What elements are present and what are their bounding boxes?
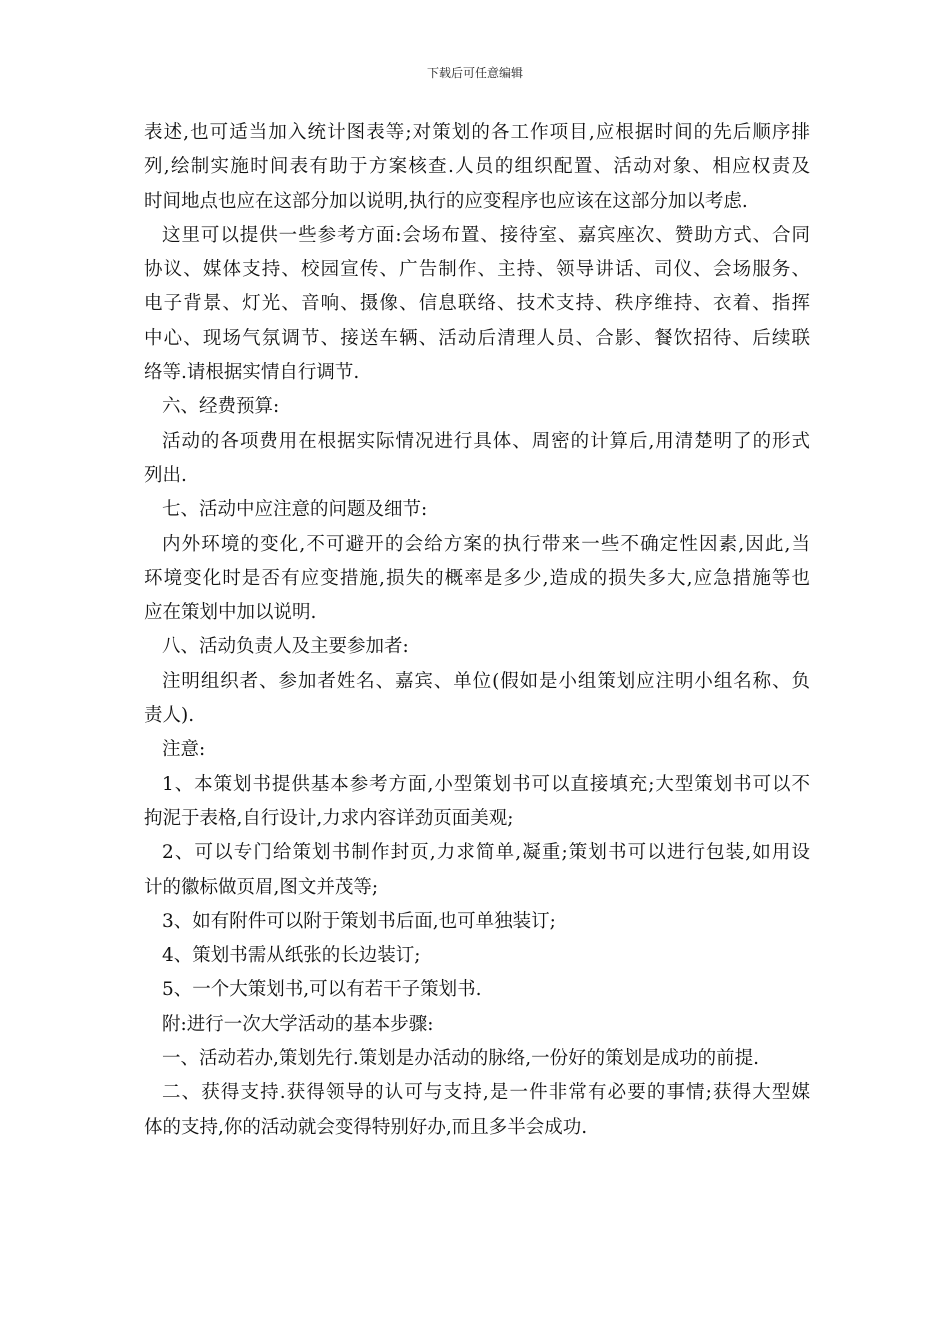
text-line: 二、获得支持.获得领导的认可与支持,是一件非常有必要的事情;获得大型媒	[162, 1082, 810, 1104]
text-line: 这里可以提供一些参考方面:会场布置、接待室、嘉宾座次、赞助方式、合同	[162, 224, 810, 246]
text-line: 络等.请根据实情自行调节.	[144, 362, 360, 384]
text-line: 电子背景、灯光、音响、摄像、信息联络、技术支持、秩序维持、衣着、指挥	[144, 293, 810, 315]
text-line: 列,绘制实施时间表有助于方案核查.人员的组织配置、活动对象、相应权责及	[144, 156, 810, 178]
document-body	[144, 116, 810, 1145]
text-line: 时间地点也应在这部分加以说明,执行的应变程序也应该在这部分加以考虑.	[144, 190, 748, 212]
text-line: 注明组织者、参加者姓名、嘉宾、单位(假如是小组策划应注明小组名称、负	[162, 670, 810, 692]
text-line: 列出.	[144, 464, 187, 486]
text-line: 内外环境的变化,不可避开的会给方案的执行带来一些不确定性因素,因此,当	[162, 533, 810, 555]
text-line: 1、本策划书提供基本参考方面,小型策划书可以直接填充;大型策划书可以不	[162, 773, 810, 795]
text-line: 注意:	[162, 739, 206, 761]
page-header: 下载后可任意编辑	[426, 66, 523, 80]
text-line: 环境变化时是否有应变措施,损失的概率是多少,造成的损失多大,应急措施等也	[144, 567, 810, 589]
text-line: 协议、媒体支持、校园宣传、广告制作、主持、领导讲话、司仪、会场服务、	[144, 259, 810, 281]
text-line: 一、活动若办,策划先行.策划是办活动的脉络,一份好的策划是成功的前提.	[162, 1048, 760, 1070]
text-line: 5、一个大策划书,可以有若干子策划书.	[162, 979, 482, 1001]
text-line: 八、活动负责人及主要参加者:	[162, 636, 409, 658]
text-line: 表述,也可适当加入统计图表等;对策划的各工作项目,应根据时间的先后顺序排	[144, 122, 810, 143]
text-line: 3、如有附件可以附于策划书后面,也可单独装订;	[162, 910, 556, 932]
text-line: 4、策划书需从纸张的长边装订;	[162, 945, 421, 967]
text-line: 计的徽标做页眉,图文并茂等;	[144, 876, 379, 898]
text-line: 体的支持,你的活动就会变得特别好办,而且多半会成功.	[144, 1116, 588, 1138]
text-line: 活动的各项费用在根据实际情况进行具体、周密的计算后,用清楚明了的形式	[162, 430, 810, 452]
text-line: 六、经费预算:	[162, 396, 280, 418]
text-line: 应在策划中加以说明.	[144, 602, 317, 624]
text-line: 2、可以专门给策划书制作封页,力求简单,凝重;策划书可以进行包装,如用设	[162, 842, 810, 864]
text-line: 责人).	[144, 705, 195, 727]
text-line: 拘泥于表格,自行设计,力求内容详劲页面美观;	[144, 807, 514, 829]
text-line: 附:进行一次大学活动的基本步骤:	[162, 1013, 434, 1035]
text-line: 中心、现场气氛调节、接送车辆、活动后清理人员、合影、餐饮招待、后续联	[144, 327, 810, 349]
text-line: 七、活动中应注意的问题及细节:	[162, 499, 428, 521]
